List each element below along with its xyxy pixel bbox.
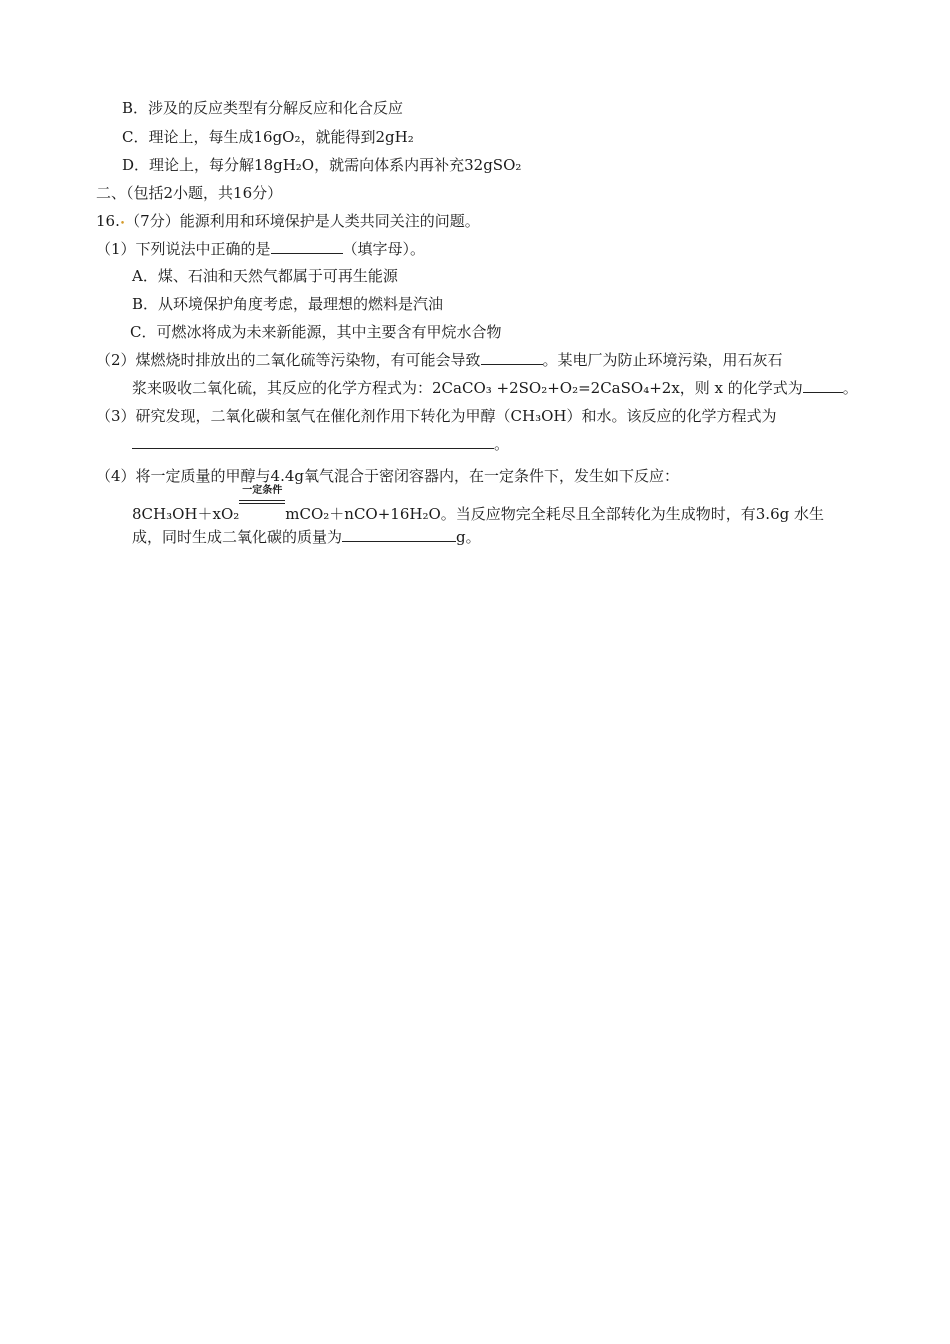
part-1-option-a: A．煤、石油和天然气都属于可再生能源 <box>132 267 398 285</box>
question-stem: （7分）能源利用和环境保护是人类共同关注的问题。 <box>125 212 480 230</box>
answer-blank-5[interactable] <box>342 527 456 542</box>
part-4-line-3 <box>132 527 481 547</box>
answer-blank-1[interactable] <box>271 239 343 254</box>
part-4-prefix: 成，同时生成二氧化碳的质量为 <box>132 528 343 546</box>
option-c: C．理论上，每生成16gO₂，就能得到2gH₂ <box>122 128 414 146</box>
part-4-line-1: （4）将一定质量的甲醇与4.4g氧气混合于密闭容器内，在一定条件下，发生如下反应： <box>96 467 680 485</box>
part-2-line-2-suffix: 。 <box>842 379 858 397</box>
part-2-line-2 <box>132 378 858 398</box>
reaction-condition-arrow <box>239 485 285 519</box>
option-d: D．理论上，每分解18gH₂O，就需向体系内再补充32gSO₂ <box>122 156 522 174</box>
section-title: 二、（包括2小题，共16分） <box>96 184 283 202</box>
equation-left: 8CH₃OH＋xO₂ <box>132 505 240 523</box>
answer-blank-2[interactable] <box>481 350 543 365</box>
option-b: B．涉及的反应类型有分解反应和化合反应 <box>122 99 404 117</box>
part-1-option-c-text: C．可燃冰将成为未来新能源，其中主要含有甲烷水合物 <box>130 323 502 341</box>
dot-mark: • <box>119 219 126 229</box>
part-2-prefix: （2）煤燃烧时排放出的二氧化硫等污染物，有可能会导致 <box>96 351 481 369</box>
part-1-option-b: B．从环境保护角度考虑，最理想的燃料是汽油 <box>132 295 444 313</box>
part-1-suffix: （填字母）。 <box>342 240 426 258</box>
part-1-prefix: （1）下列说法中正确的是 <box>96 240 271 258</box>
part-2-line-2-prefix: 浆来吸收二氧化硫，其反应的化学方程式为：2CaCO₃ +2SO₂+O₂=2CaSO₄+2x，则 x 的化学式为 <box>132 379 803 397</box>
part-2-suffix: 。某电厂为防止环境污染，用石灰石 <box>542 351 783 369</box>
part-1-prompt <box>96 239 425 259</box>
reaction-condition: 一定条件 <box>242 485 283 496</box>
part-2-line-1 <box>96 350 783 370</box>
equation-right: mCO₂＋nCO+16H₂O。当反应物完全耗尽且全部转化为生成物时，有3.6g 水生 <box>285 505 824 523</box>
part-4-equation <box>132 485 824 524</box>
question-number: 16. <box>96 212 120 230</box>
part-3-line-1: （3）研究发现，二氧化碳和氢气在催化剂作用下转化为甲醇（CH₃OH）和水。该反应的化学方程式为 <box>96 407 777 425</box>
part-3-line-2 <box>132 434 509 454</box>
equals-bar-top <box>239 500 285 501</box>
question-16-stem <box>96 211 480 234</box>
part-1-option-c <box>130 322 501 342</box>
equals-bar-bottom <box>239 503 285 504</box>
answer-blank-3[interactable] <box>803 378 843 393</box>
answer-blank-4[interactable] <box>132 434 494 449</box>
part-3-suffix: 。 <box>494 435 510 453</box>
part-4-suffix: g。 <box>456 528 481 546</box>
